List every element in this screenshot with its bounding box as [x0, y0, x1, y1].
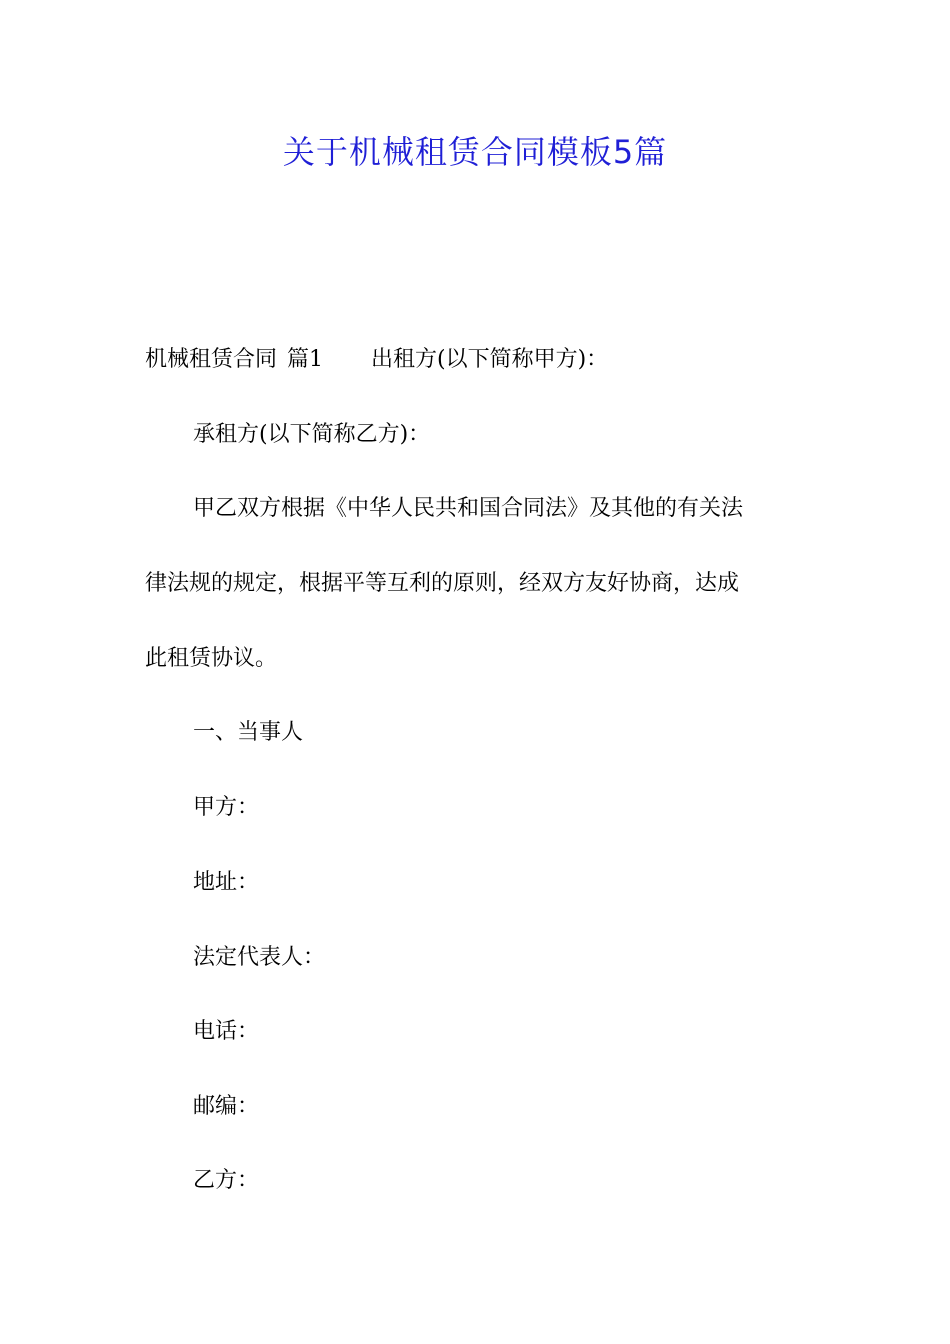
- heading-index: 篇1: [287, 347, 324, 372]
- lessee-line: 承租方(以下简称乙方)：: [193, 422, 431, 447]
- document-title: 关于机械租赁合同模板5篇: [282, 133, 668, 171]
- paragraph-line-2: 律法规的规定，根据平等互利的原则，经双方友好协商，达成: [145, 571, 740, 596]
- address-field: 地址：: [193, 870, 260, 895]
- party-b-field: 乙方：: [193, 1168, 260, 1193]
- phone-field: 电话：: [193, 1019, 260, 1044]
- section-heading: 一、当事人: [193, 720, 304, 745]
- paragraph-line-3: 此租赁协议。: [145, 646, 278, 671]
- legal-rep-field: 法定代表人：: [193, 945, 326, 970]
- postcode-field: 邮编：: [193, 1094, 260, 1119]
- party-a-field: 甲方：: [193, 795, 260, 820]
- heading-label: 机械租赁合同: [145, 347, 278, 372]
- lessor-line: 出租方(以下简称甲方)：: [371, 347, 609, 372]
- paragraph-line-1: 甲乙双方根据《中华人民共和国合同法》及其他的有关法: [193, 496, 744, 521]
- heading-line: [145, 345, 608, 375]
